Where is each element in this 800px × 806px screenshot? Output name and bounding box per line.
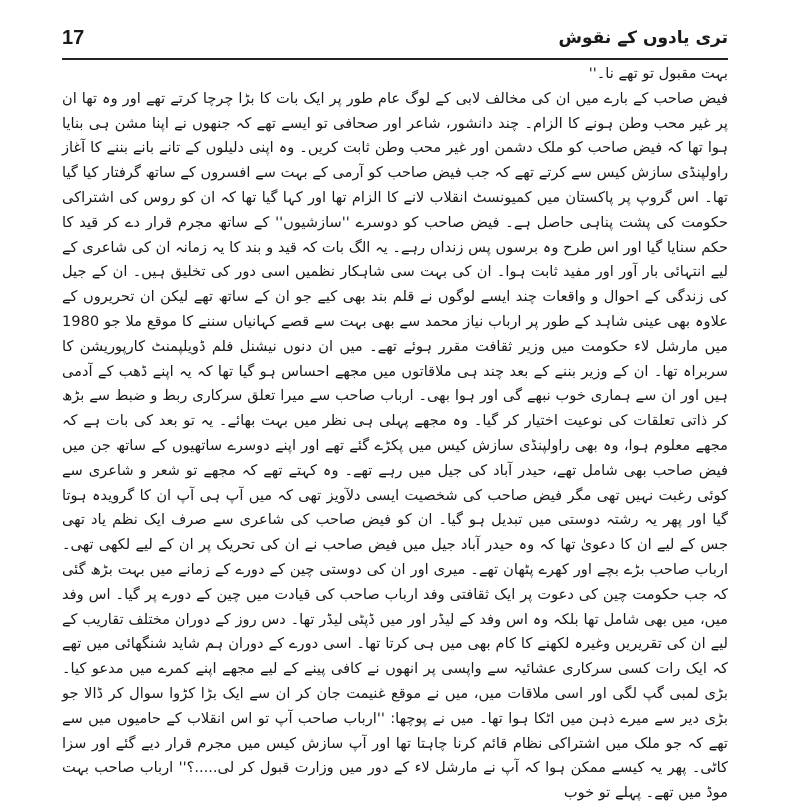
header-rule bbox=[62, 58, 728, 60]
page-number: 17 bbox=[62, 27, 85, 49]
body-text bbox=[62, 62, 728, 802]
running-title: تری یادوں کے نقوش bbox=[558, 28, 728, 48]
paragraph: فیض صاحب کے بارے میں ان کی مخالف لابی کے لوگ عام طور پر ایک بات کا بڑا چرچا کرتے تھے اور وہ تھا ان پر غیر محب وطن ہونے کا الزام۔ چند دانشور، شاعر اور صحافی تو ایسے تھے کہ جنھوں نے اپنا مشن ہی بنایا ہوا تھا کہ فیض صاحب کو ملک دشمن اور غیر محب وطن ثابت کریں۔ وہ اپنی دلیلوں کے تانے بانے بننے کا آغاز راولپنڈی سازش کیس سے کرتے تھے کہ جب فیض صاحب کو آرمی کے بہت سے افسروں کے ساتھ گرفتار کیا گیا تھا۔ اس گروپ پر پاکستان میں کمیونسٹ انقلاب لانے کا الزام تھا اور کہا گیا تھا کہ ان کو روس کی اشتراکی حکومت کی پشت پناہی حاصل ہے۔ فیض صاحب کو دوسرے ''سازشیوں'' کے ساتھ مجرم قرار دے کر قید کا حکم سنایا گیا اور اس طرح وہ برسوں پس زنداں رہے۔ یہ الگ بات کہ قید و بند کا یہ زمانہ ان کی شاعری کے لیے انتہائی بار آور اور مفید ثابت ہوا۔ ان کی بہت سی شاہکار نظمیں اسی دور کی تخلیق ہیں۔ ان کے جیل کی زندگی کے احوال و واقعات چند ایسے لوگوں نے قلم بند بھی کیے جو ان کے ساتھ تھے لیکن ان تحریروں کے علاوہ بھی عینی شاہد کے طور پر ارباب نیاز محمد سے بھی بہت سے قصے کہانیاں سننے کا موقع ملا جو 1980 میں مارشل لاء حکومت میں وزیر ثقافت مقرر ہوئے تھے۔ میں ان دنوں نیشنل فلم ڈویلپمنٹ کارپوریشن کا سربراہ تھا۔ ان کے وزیر بننے کے بعد چند ہی ملاقاتوں میں مجھے احساس ہو گیا تھا کہ یہ اپنے ڈھب کے آدمی ہیں اور ان سے ہماری خوب نبھے گی اور ہوا بھی۔ ارباب صاحب سے میرا تعلق سرکاری ربط و ضبط سے بڑھ کر ذاتی تعلقات کی نوعیت اختیار کر گیا۔ وہ مجھے پہلی ہی نظر میں بہت بھائے۔ یہ تو بعد کی بات ہے کہ مجھے معلوم ہوا، وہ بھی راولپنڈی سازش کیس میں پکڑے گئے تھے اور اپنے دوسرے ساتھیوں کے ساتھ جن میں فیض صاحب بھی شامل تھے، حیدر آباد کی جیل میں رہے تھے۔ وہ کہتے تھے کہ مجھے تو شعر و شاعری سے کوئی رغبت نہیں تھی مگر فیض صاحب کی شخصیت ایسی دلآویز تھی کہ میں آپ ہی آپ ان کا گرویدہ ہوتا گیا اور پھر یہ رشتہ دوستی میں تبدیل ہو گیا۔ ان کو فیض صاحب کی شاعری سے صرف ایک نظم یاد تھی جس کے لیے ان کا دعویٰ تھا کہ وہ حیدر آباد جیل میں فیض صاحب نے ان کی تحریک پر ان کے لیے لکھی تھی۔ ارباب صاحب بڑے بچے اور کھرے پٹھان تھے۔ میری اور ان کی دوستی چین کے دورے کے زمانے میں بہت بڑھ گئی کہ جب حکومت چین کی دعوت پر ایک ثقافتی وفد ارباب صاحب کی قیادت میں چین کے دورے پر گیا۔ اس وفد میں، میں بھی شامل تھا بلکہ وہ اس وفد کے لیڈر اور میں ڈپٹی لیڈر تھا۔ دس روز کے دوران مختلف تقاریب کے لیے ان کی تقریریں وغیرہ لکھنے کا کام بھی میں ہی کرتا تھا۔ اسی دورے کے دوران ہم شاید شنگھائی میں تھے کہ ایک رات کسی سرکاری عشائیہ سے واپسی پر انھوں نے کافی پینے کے لیے مجھے اپنے کمرے میں مدعو کیا۔ بڑی لمبی گپ لگی اور اسی ملاقات میں، میں نے موقع غنیمت جان کر ان سے ایک بڑا کڑوا سوال کر ڈالا جو بڑی دیر سے میرے ذہن میں اٹکا ہوا تھا۔ میں نے پوچھا: ''ارباب صاحب آپ تو اس انقلاب کے حامیوں میں سے تھے کہ جو ملک میں اشتراکی نظام قائم کرنا چاہتا تھا اور آپ سازش کیس میں مجرم قرار دیے گئے اور سزا کاٹی۔ پھر یہ کیسے ممکن ہوا کہ آپ نے مارشل لاء کے دور میں وزارت قبول کر لی.....؟'' ارباب صاحب بہت موڈ میں تھے۔ پہلے تو خوب bbox=[62, 89, 728, 802]
page-header bbox=[62, 24, 728, 54]
paragraph: بہت مقبول تو تھے نا۔'' bbox=[588, 65, 728, 82]
